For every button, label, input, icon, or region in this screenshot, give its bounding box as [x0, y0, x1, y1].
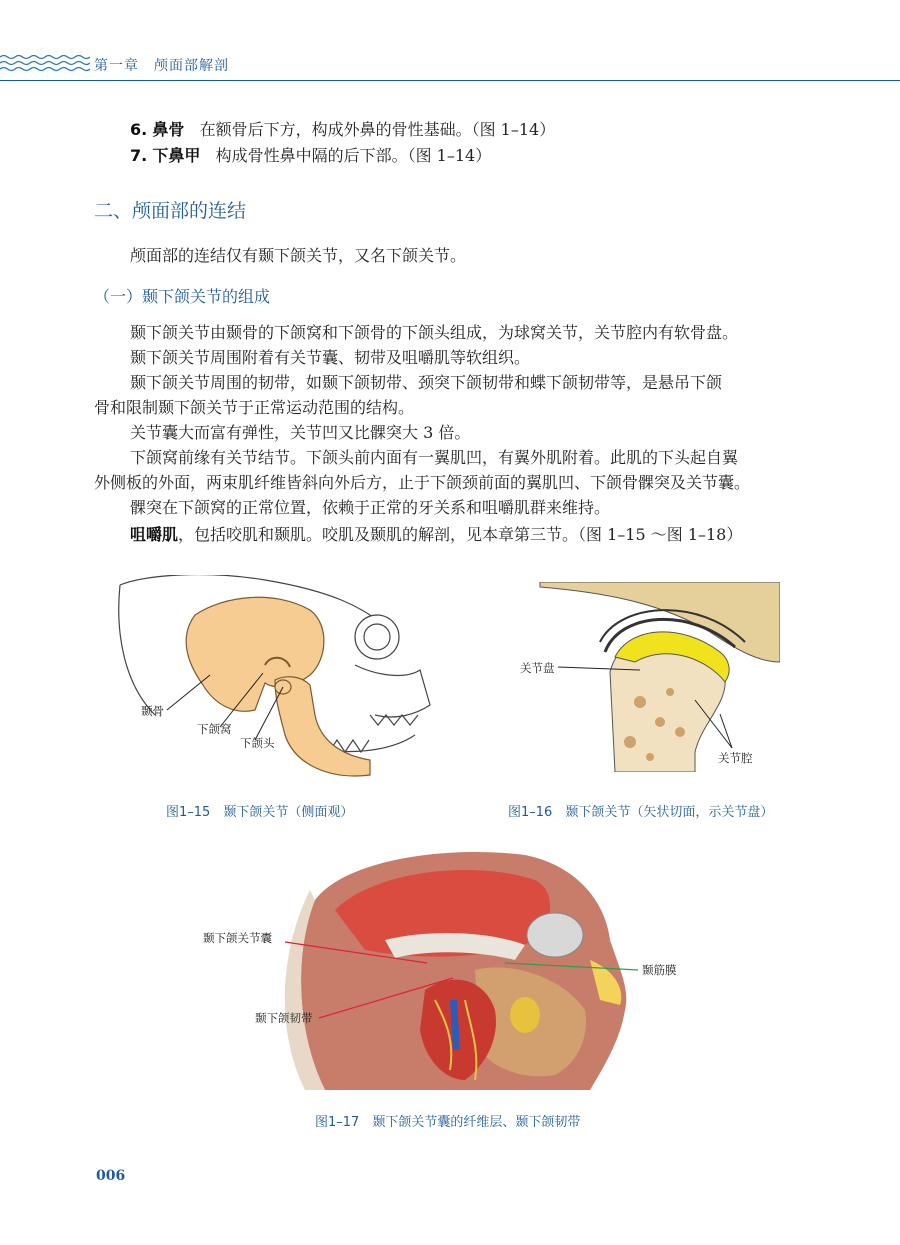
- list-item-term: 下鼻甲: [152, 146, 201, 165]
- label-joint-cavity: 关节腔: [718, 751, 753, 765]
- figure-tmj-sagittal-section: [520, 582, 780, 772]
- label-joint-capsule: 颞下颌关节囊: [203, 931, 272, 945]
- page-number: 006: [96, 1168, 126, 1184]
- page-header: [0, 0, 900, 90]
- list-item-text: 构成骨性鼻中隔的后下部。（图 1–14）: [215, 146, 492, 165]
- dissection-illustration: [195, 850, 685, 1095]
- wave-ornament-icon: [0, 52, 90, 74]
- figure-tmj-lateral-view: [115, 575, 435, 785]
- paragraph-term: 咀嚼肌: [130, 525, 179, 544]
- figure-caption: 图1–16 颞下颌关节（矢状切面，示关节盘）: [508, 805, 774, 820]
- label-articular-disc: 关节盘: [520, 661, 555, 675]
- header-divider: [0, 80, 900, 81]
- paragraph-line: 颞下颌关节由颞骨的下颌窝和下颌骨的下颌头组成，为球窝关节，关节腔内有软骨盘。: [130, 323, 739, 342]
- chapter-title: 第一章 颅面部解剖: [94, 58, 229, 74]
- label-temporal-bone: 颞骨: [141, 704, 164, 718]
- figure-caption: 图1–15 颞下颌关节（侧面观）: [166, 805, 354, 820]
- figure-tmj-capsule-ligament: [195, 850, 685, 1095]
- list-item-term: 鼻骨: [152, 120, 185, 139]
- paragraph-line: 髁突在下颌窝的正常位置，依赖于正常的牙关系和咀嚼肌群来维持。: [130, 498, 611, 517]
- label-condyle-head: 下颌头: [240, 736, 275, 750]
- subsection-heading: （一）颞下颌关节的组成: [94, 287, 271, 306]
- list-item: [130, 143, 491, 169]
- list-item-number: 7.: [130, 146, 148, 165]
- section-heading: 二、颅面部的连结: [94, 200, 247, 222]
- paragraph-line: 骨和限制颞下颌关节于正常运动范围的结构。: [94, 398, 415, 417]
- skull-illustration: [115, 575, 435, 785]
- label-mandibular-fossa: 下颌窝: [197, 722, 232, 736]
- label-tmj-ligament: 颞下颌韧带: [255, 1011, 313, 1025]
- sagittal-illustration: [520, 582, 780, 772]
- label-temporal-fascia: 颞筋膜: [642, 963, 677, 977]
- paragraph-text: ，包括咬肌和颞肌。咬肌及颞肌的解剖，见本章第三节。（图 1–15 ～图 1–18）: [178, 525, 743, 544]
- section-intro: 颅面部的连结仅有颞下颌关节，又名下颌关节。: [130, 246, 467, 265]
- paragraph-line: 关节囊大而富有弹性，关节凹又比髁突大 3 倍。: [130, 423, 471, 442]
- list-item: [130, 117, 555, 143]
- list-item-number: 6.: [130, 120, 148, 139]
- paragraph-line: 颞下颌关节周围的韧带，如颞下颌韧带、颈突下颌韧带和蝶下颌韧带等，是悬吊下颌: [130, 373, 723, 392]
- paragraph-line: [130, 522, 742, 548]
- paragraph-line: 颞下颌关节周围附着有关节囊、韧带及咀嚼肌等软组织。: [130, 348, 531, 367]
- paragraph-line: 外侧板的外面，两束肌纤维皆斜向外后方，止于下颌颈前面的翼肌凹、下颌骨髁突及关节囊。: [94, 473, 751, 492]
- list-item-text: 在额骨后下方，构成外鼻的骨性基础。（图 1–14）: [199, 120, 556, 139]
- figure-caption: 图1–17 颞下颌关节囊的纤维层、颞下颌韧带: [315, 1115, 581, 1130]
- paragraph-line: 下颌窝前缘有关节结节。下颌头前内面有一翼肌凹，有翼外肌附着。此肌的下头起自翼: [130, 448, 739, 467]
